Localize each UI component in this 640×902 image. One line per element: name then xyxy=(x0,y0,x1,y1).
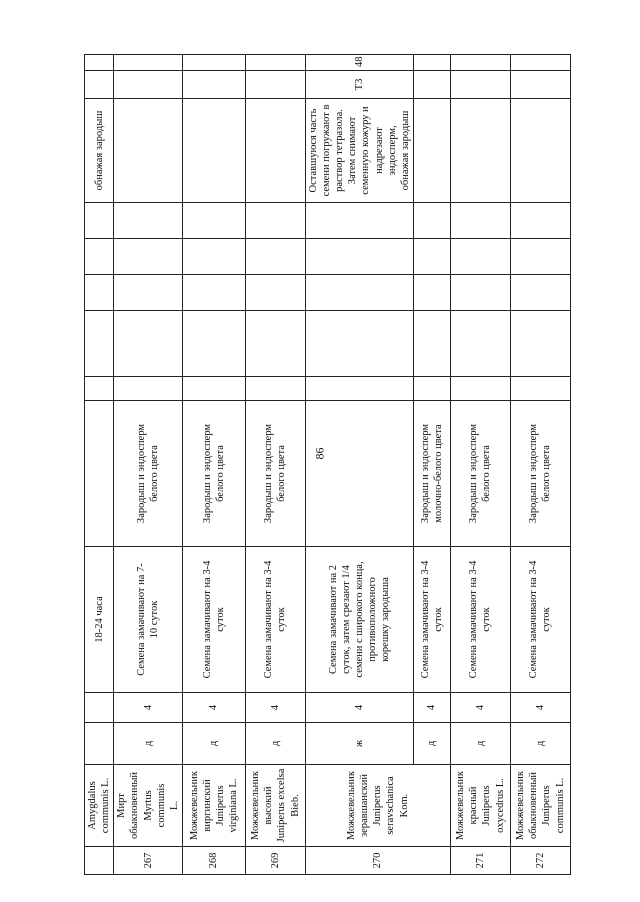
table-row xyxy=(305,55,413,875)
seed-testing-table xyxy=(84,54,571,875)
species-name: Amygdalus communis L. xyxy=(85,765,114,847)
repetition-count: 4 xyxy=(305,693,413,723)
staining-cell: Зародыш и эндосперм молочно-белого цвета xyxy=(413,401,450,547)
preparation-cell: Семена замачивают на 7- 10 суток xyxy=(114,547,183,693)
staining-cell: Зародыш и эндосперм белого цвета xyxy=(114,401,183,547)
method-code: д xyxy=(114,723,183,765)
method-code: д xyxy=(245,723,305,765)
row-number: 272 xyxy=(510,847,570,875)
method-code: д xyxy=(182,723,245,765)
table-row xyxy=(510,55,570,875)
table-row xyxy=(450,55,510,875)
method-code: ж xyxy=(305,723,413,765)
page-number: 86 xyxy=(312,447,327,460)
method-code: д xyxy=(413,723,450,765)
staining-cell: Зародыш и эндосперм белого цвета xyxy=(450,401,510,547)
repetition-count: 4 xyxy=(510,693,570,723)
species-name: Можжевельник зеравшанский Juniperus seravschanica Kom. xyxy=(305,765,450,847)
method-code: д xyxy=(510,723,570,765)
table-row xyxy=(182,55,245,875)
preparation-cell: Семена замачивают на 2 суток, затем срезают 1/4 семени с широкого конца, противоположного корешку зародыша xyxy=(305,547,413,693)
species-name: Можжевельник красный Juniperus oxycedrus L. xyxy=(450,765,510,847)
table-row xyxy=(413,55,450,875)
row-number: 270 xyxy=(305,847,450,875)
species-name: Можжевельник обыкновенный Juniperus communis L. xyxy=(510,765,570,847)
staining-cell: Зародыш и эндосперм белого цвета xyxy=(182,401,245,547)
preparation-cell: Семена замачивают на 3-4 суток xyxy=(182,547,245,693)
duration-hours: 48 xyxy=(305,55,413,71)
species-name: Можжевельник виргинский Juniperus virginiana L. xyxy=(182,765,245,847)
rotated-table-area xyxy=(84,55,566,875)
row-number: 267 xyxy=(114,847,183,875)
preparation-cell: Семена замачивают на 3-4 суток xyxy=(510,547,570,693)
row-number: 271 xyxy=(450,847,510,875)
table-row-continuation xyxy=(85,55,114,875)
repetition-count: 4 xyxy=(413,693,450,723)
row-number: 268 xyxy=(182,847,245,875)
staining-cell: Зародыш и эндосперм белого цвета xyxy=(510,401,570,547)
tetrazolium-code: Т3 xyxy=(305,71,413,99)
species-name: Можжевельник высокий Juniperus excelsa Bieb. xyxy=(245,765,305,847)
table-row xyxy=(114,55,183,875)
table-row xyxy=(245,55,305,875)
preparation-cell: Семена замачивают на 3-4 суток xyxy=(413,547,450,693)
preparation-cell: Семена замачивают на 3-4 суток xyxy=(450,547,510,693)
extra-procedure-cell: Оставшуюся часть семени погружают в раствор тетразола. Затем снимают семенную кожуру и надрезают эндосперм, обнажая зародыш xyxy=(305,99,413,203)
repetition-count: 4 xyxy=(245,693,305,723)
repetition-count: 4 xyxy=(182,693,245,723)
repetition-count: 4 xyxy=(114,693,183,723)
staining-cell: Зародыш и эндосперм белого цвета xyxy=(245,401,305,547)
preparation-cell: Семена замачивают на 3-4 суток xyxy=(245,547,305,693)
repetition-count: 4 xyxy=(450,693,510,723)
preparation-cell: 18-24 часа xyxy=(85,547,114,693)
extra-procedure-cell: обнажая зародыш xyxy=(85,99,114,203)
species-name: Мирт обыкновенный Myrtus communis L. xyxy=(114,765,183,847)
row-number: 269 xyxy=(245,847,305,875)
method-code: д xyxy=(450,723,510,765)
staining-cell xyxy=(305,401,413,547)
